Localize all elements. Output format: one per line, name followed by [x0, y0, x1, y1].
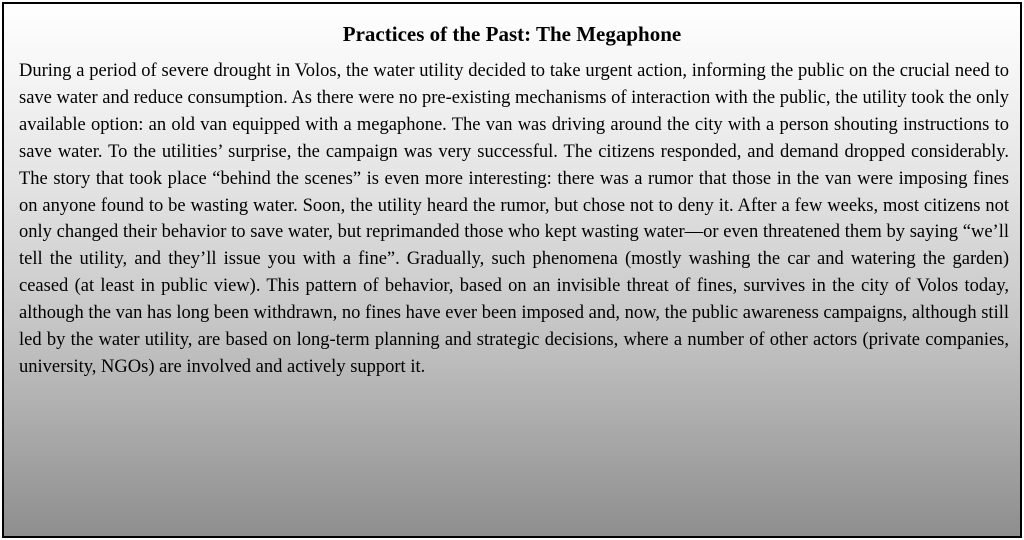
box-paragraph: During a period of severe drought in Volos, the water utility decided to take urgent action, informing the public on the crucial need to save water and reduce consumption. As there were no pre-existing mechanisms of interaction with the public, the utility took the only available option: an old van equipped with a megaphone. The van was driving around the city with a person shouting instructions to save water. To the utilities’ surprise, the campaign was very successful. The citizens responded, and demand dropped considerably. The story that took place “behind the scenes” is even more interesting: there was a rumor that those in the van were imposing fines on anyone found to be wasting water. Soon, the utility heard the rumor, but chose not to deny it. After a few weeks, most citizens not only changed their behavior to save water, but reprimanded those who kept wasting water—or even threatened them by saying “we’ll tell the utility, and they’ll issue you with a fine”. Gradually, such phenomena (mostly washing the car and watering the garden) ceased (at least in public view). This pattern of behavior, based on an invisible threat of fines, survives in the city of Volos today, although the van has long been withdrawn, no fines have ever been imposed and, now, the public awareness campaigns, although still led by the water utility, are based on long-term planning and strategic decisions, where a number of other actors (private companies, university, NGOs) are involved and actively support it.: [19, 61, 1009, 377]
box-title: Practices of the Past: The Megaphone: [342, 22, 682, 46]
text-box: [2, 2, 1022, 538]
